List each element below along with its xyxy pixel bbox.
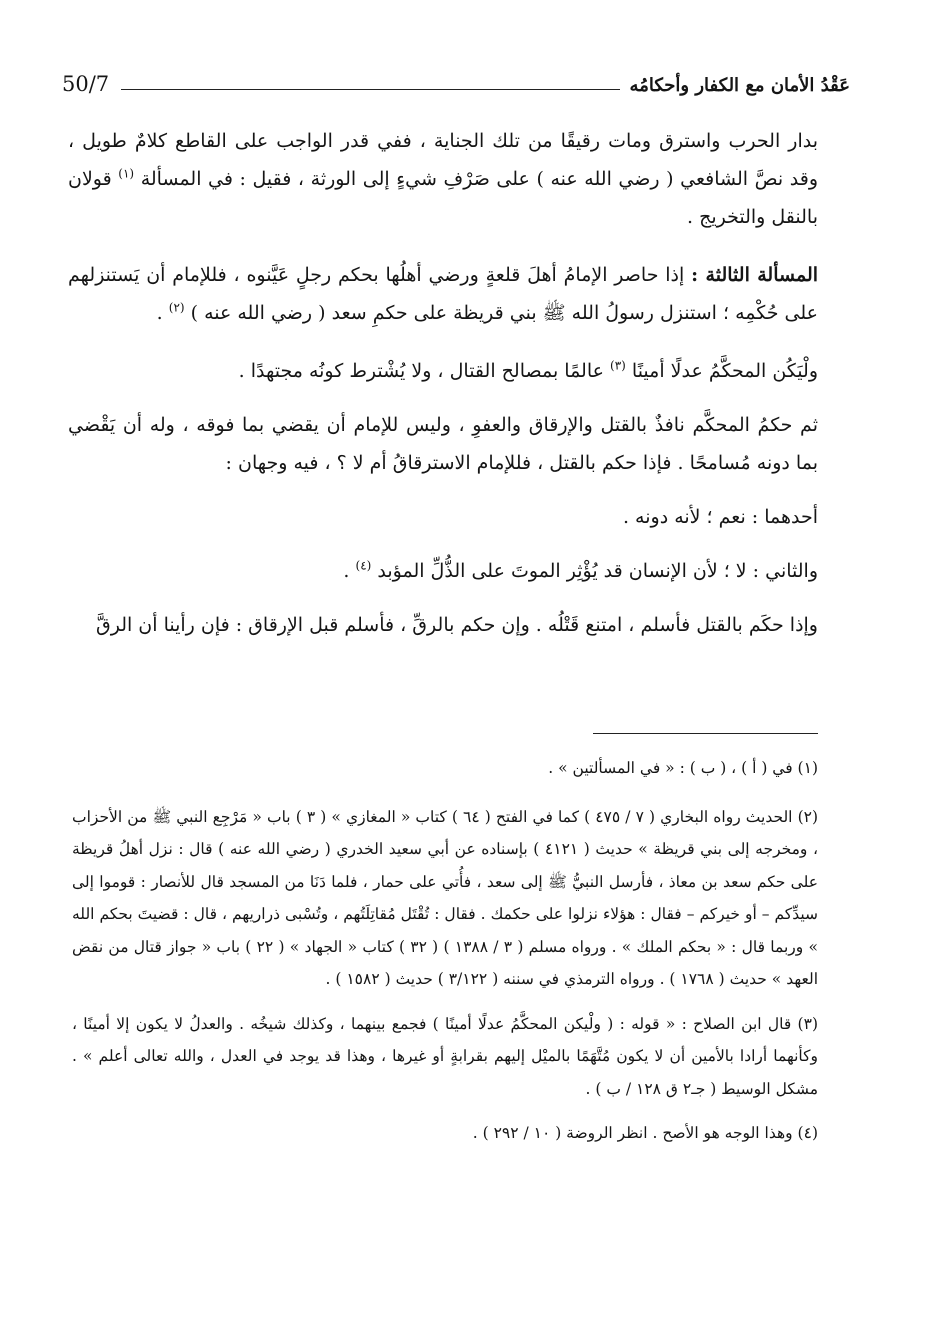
second-view-paragraph xyxy=(68,552,818,590)
paragraph-continuation xyxy=(68,122,818,236)
ruling-paragraph: ثم حكمُ المحكَّم نافذٌ بالقتل والإرقاق والعفوِ ، وليس للإمام أن يقضي بما فوقه ، وله أن يَقْضي بما دونه مُسامحًا . فإذا حكم بالقتل ، فللإمام الاسترقاقُ أم لا ؟ ، فيه وجهان : xyxy=(68,414,818,474)
page-number: 50/7 xyxy=(62,72,110,96)
paragraph-text-end: عالمًا بمصالح القتال ، ولا يُشْترط كونُه مجتهدًا . xyxy=(238,360,604,382)
conversion-paragraph: وإذا حكَم بالقتل فأسلم ، امتنع قَتْلُه . وإن حكم بالرقِّ ، فأسلم قبل الإرقاق : فإن رأينا أن الرقَّ xyxy=(95,614,818,636)
issue-heading: المسألة الثالثة : xyxy=(691,264,819,286)
paragraph-text-end: قولان بالنقل والتخريج . xyxy=(68,168,818,228)
footnote-3: (٣) قال ابن الصلاح : « قوله : ( ولْيكن المحكَّمُ عدلًا أمينًا ) فجمع بينهما ، وكذلك شيخُه . والعدلُ لا يكون إلا أمينًا ، وكأنهما أرادا بالأمين أن لا يكون مُتَّهَمًا بالميْل إليهم بقرابةٍ أو غيرها ، وهذا قد يوجد في العدل ، والله تعالى أعلم » . مشكل الوسيط ( جـ٢ ق ١٢٨ / ب ) . xyxy=(72,1014,818,1098)
paragraph-text-end: . xyxy=(343,560,350,582)
footnote-ref-1: (١) xyxy=(118,166,135,181)
paragraph-text: بدار الحرب واسترق ومات رقيقًا من تلك الجناية ، ففي قدر الواجب على القاطع كلامٌ طويل ، وقد نصَّ الشافعي ( رضي الله عنه ) على صَرْفِ شيءٍ إلى الورثة ، فقيل : في المسألة xyxy=(68,130,819,190)
footnote-separator xyxy=(593,733,818,734)
running-title: عَقْدُ الأمان مع الكفار وأحكامُه xyxy=(629,75,850,96)
paragraph-text: ولْيَكُن المحكَّمُ عدلًا أمينًا xyxy=(631,360,818,382)
paragraph-text: والثاني : لا ؛ لأن الإنسان قد يُؤْثِر الموتَ على الذُّلِّ المؤبد xyxy=(377,560,818,582)
header-rule xyxy=(121,89,619,90)
footnote-ref-3: (٣) xyxy=(610,358,626,373)
footnote-2: (٢) الحديث رواه البخاري ( ٧ / ٤٧٥ ) كما في الفتح ( ٦٤ ) كتاب « المغازي » ( ٣ ) باب « مَرْجِع النبي ﷺ من الأحزاب ، ومخرجه إلى بني قريظة » حديث ( ٤١٢١ ) بإسناده عن أبي سعيد الخدري ( رضي الله عنه ) قال : نزل أهلُ قريظة على حكم سعد بن معاذ ، فأرسل النبيُّ ﷺ إلى سعد ، فأُتي على حمار ، فلما دَنَا من المسجد قال للأنصار : قوموا إلى سيدِّكم – أو خيركم – فقال : هؤلاء نزلوا على حكمك . فقال : تُقْتَل مُقاتِلَتُهم ، وتُسْبى ذراريهم ، قال : قضيتَ بحكم الله » وربما قال : « بحكم الملك » . ورواه مسلم ( ٣ / ١٣٨٨ ) ( ٣٢ ) كتاب « الجهاد » ( ٢٢ ) باب « جواز قتال من نقض العهد » حديث ( ١٧٦٨ ) . ورواه الترمذي في سننه ( ٣/١٢٢ ) حديث ( ١٥٨٢ ) . xyxy=(72,807,819,988)
footnote-1: (١) في ( أ ) ، ( ب ) : « في المسألتين » . xyxy=(548,759,818,777)
paragraph-text-end: . xyxy=(156,302,163,324)
issue-three-paragraph xyxy=(68,256,818,332)
footnote-ref-2: (٢) xyxy=(168,300,185,315)
page-header xyxy=(62,55,850,95)
footnotes xyxy=(72,752,818,1162)
arbitrator-condition-paragraph xyxy=(68,352,818,390)
main-text xyxy=(68,122,818,664)
footnote-4: (٤) وهذا الوجه هو الأصح . انظر الروضة ( ١٠ / ٢٩٢ ) . xyxy=(472,1124,818,1142)
first-view-paragraph: أحدهما : نعم ؛ لأنه دونه . xyxy=(622,506,818,528)
paragraph-text: إذا حاصر الإمامُ أهلَ قلعةٍ ورضي أهلُها بحكم رجلٍ عَيَّنوه ، فللإمام أن يَستنزلهم على حُكْمِه ؛ استنزل رسولُ الله ﷺ بني قريظة على حكمِ سعد ( رضي الله عنه ) xyxy=(68,264,818,324)
footnote-ref-4: (٤) xyxy=(355,558,372,573)
